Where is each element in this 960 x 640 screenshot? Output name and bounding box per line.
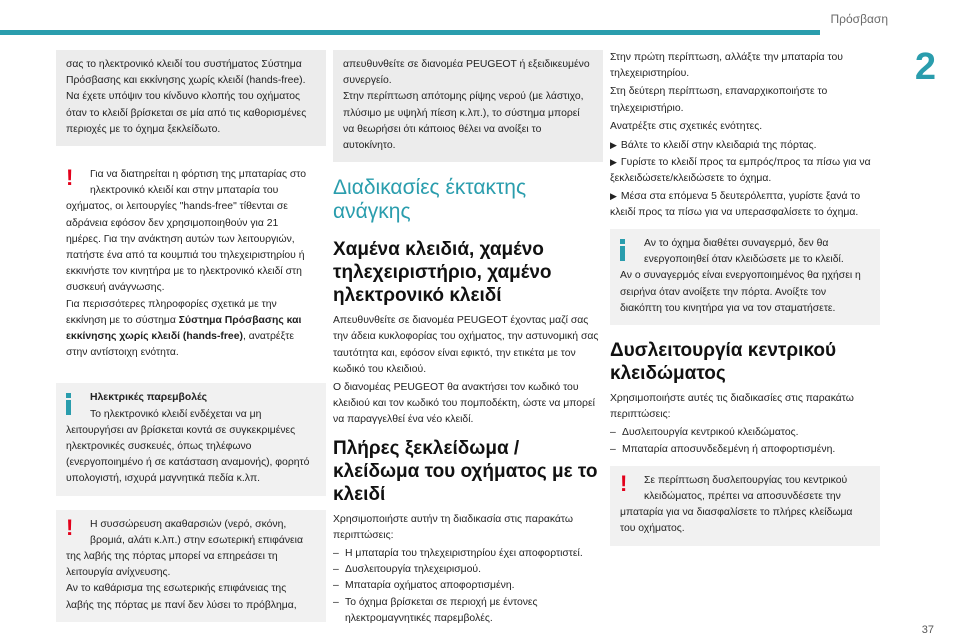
warning-dirt-body-1: της λαβής της πόρτας μπορεί να επηρεάσει τη λειτουργία ανίχνευσης.	[66, 551, 278, 579]
alarm-body: Αν ο συναγερμός είναι ενεργοποιημένος θα ηχήσει η σειρήνα όταν ανοίξετε την πόρτα. Ανοίξτε τον διακόπτη του κινητήρα για να τον σταματήσετε.	[620, 270, 861, 314]
info-note-interference	[56, 383, 326, 495]
heading-lost-keys: Χαμένα κλειδιά, χαμένο τηλεχειριστήριο, χαμένο ηλεκτρονικό κλειδί	[333, 239, 552, 307]
continued-text-box	[56, 50, 326, 146]
list-item: – Το όχημα βρίσκεται σε περιοχή με έντονες ηλεκτρομαγνητικές παρεμβολές.	[333, 595, 603, 627]
central-warning-body: μπαταρία για να διασφαλίσετε το πλήρες κλείδωμα του οχήματος.	[620, 507, 853, 535]
play-arrow-icon: ▶	[610, 190, 617, 201]
warning-note-battery	[56, 160, 326, 369]
page-header-title: Πρόσβαση	[830, 12, 888, 26]
column-1	[56, 50, 326, 636]
central-cases-list	[610, 425, 880, 457]
step-item: ▶ Βάλτε το κλειδί στην κλειδαριά της πόρτας.	[610, 140, 817, 152]
info-icon	[620, 239, 625, 261]
steps-list	[610, 137, 880, 221]
list-item: – Μπαταρία αποσυνδεδεμένη ή αποφορτισμένη.	[610, 442, 880, 458]
lost-paragraph-2: Ο διανομέας PEUGEOT θα ανακτήσει τον κωδικό του κλειδιού και τον κωδικό του πομποδέκτη, ώστε να μπορεί να παραγγελθεί ένα νέο κλειδί.	[333, 382, 595, 426]
intro-paragraph: σας το ηλεκτρονικό κλειδί του συστήματος Σύστημα Πρόσβασης και εκκίνησης χωρίς κλειδί (hands-free). Να έχετε υπόψιν του κίνδυνο κλοπής του οχήματος όταν το κλειδί βρίσκεται σε μία από τις καθορισμένες περιοχές με το όχημα ξεκλείδωτο.	[66, 59, 307, 135]
list-item: – Δυσλειτουργία τηλεχειρισμού.	[333, 562, 603, 578]
warning-note-dirt	[56, 510, 326, 622]
play-arrow-icon: ▶	[610, 157, 617, 168]
info-icon	[66, 393, 71, 415]
continued-warning-box	[333, 50, 603, 162]
list-item: – Μπαταρία οχήματος αποφορτισμένη.	[333, 578, 603, 594]
header-accent-bar	[0, 30, 820, 35]
warning-more-info: Για περισσότερες πληροφορίες σχετικά με την εκκίνηση με το σύστημα Σύστημα Πρόσβασης και εκκίνησης χωρίς κλειδί (hands-free), ανατρέξτε στην αντίστοιχη ενότητα.	[66, 298, 302, 359]
warning-dirt-body-2: Αν το καθάρισμα της εσωτερικής επιφάνειας της λαβής της πόρτας με πανί δεν λύσει το πρόβλημα,	[66, 583, 297, 611]
warning-exclamation-icon: !	[620, 470, 628, 496]
lock-cases-list	[333, 546, 603, 627]
warning-dirt-lead: Η συσσώρευση ακαθαρσιών (νερό, σκόνη, βρομιά, αλάτι κ.λπ.) στην εσωτερική επιφάνεια	[90, 518, 303, 546]
alarm-lead: Αν το όχημα διαθέτει συναγερμό, δεν θα ενεργοποιηθεί όταν κλειδώσετε με το κλειδί.	[644, 238, 844, 266]
column-3	[610, 50, 880, 560]
warning-lead: Για να διατηρείται η φόρτιση της μπαταρίας στο ηλεκτρονικό κλειδί και στην μπαταρία του	[90, 169, 307, 197]
page-number: 37	[921, 624, 934, 636]
warning-body: οχήματος, οι λειτουργίες "hands-free" τίθενται σε αδράνεια εφόσον δεν χρησιμοποιηθούν για 21 ημέρες. Για την ανάκτηση αυτών των λειτουργιών, πατήστε ένα από τα κουμπιά του τηλεχειριστηρίου ή εκκινήστε τον κινητήρα με το ηλεκτρονικό κλειδί στη συσκευή ανάγνωσης.	[66, 201, 305, 294]
play-arrow-icon: ▶	[610, 140, 617, 151]
warning-exclamation-icon: !	[66, 514, 74, 540]
chapter-number: 2	[914, 46, 936, 88]
central-intro: Χρησιμοποιήστε αυτές τις διαδικασίες στις παρακάτω περιπτώσεις:	[610, 393, 854, 421]
case-paragraph-2: Στη δεύτερη περίπτωση, επαναρχικοποιήστε το τηλεχειριστήριο.	[610, 86, 828, 114]
case-paragraph-1: Στην πρώτη περίπτωση, αλλάξτε την μπαταρία του τηλεχειριστηρίου.	[610, 52, 843, 80]
section-title: Διαδικασίες έκτακτης ανάγκης	[333, 176, 527, 224]
lost-paragraph-1: Απευθυνθείτε σε διανομέα PEUGEOT έχοντας μαζί σας την άδεια κυκλοφορίας του οχήματος, την αστυνομική σας ταυτότητα και, εφόσον είναι εφικτό, την ετικέτα με τον κωδικό του κλειδιού.	[333, 315, 599, 375]
box-paragraph-2: Στην περίπτωση απότομης ρίψης νερού (με λάστιχο, πλύσιμο με υψηλή πίεση κ.λπ.), το σύστημα μπορεί να θεωρήσει ότι κάποιος θέλει να ανοίξει το αυτοκίνητο.	[343, 91, 584, 152]
case-paragraph-3: Ανατρέξτε στις σχετικές ενότητες.	[610, 120, 763, 132]
step-item: ▶ Γυρίστε το κλειδί προς τα εμπρός/προς τα πίσω για να ξεκλειδώσετε/κλειδώσετε το όχημα.	[610, 157, 871, 185]
list-item: – Δυσλειτουργία κεντρικού κλειδώματος.	[610, 425, 880, 441]
info-note-alarm	[610, 229, 880, 325]
warning-note-central	[610, 466, 880, 546]
central-warning-lead: Σε περίπτωση δυσλειτουργίας του κεντρικού κλειδώματος, πρέπει να αποσυνδέσετε την	[644, 474, 848, 503]
warning-exclamation-icon: !	[66, 165, 74, 191]
info-body: λειτουργήσει αν βρίσκεται κοντά σε συγκεκριμένες ηλεκτρονικές συσκευές, όπως τηλέφωνο (ενεργοποιημένο ή σε κατάσταση αναμονής), φορητό υπολογιστή, ισχυρά μαγνητικά πεδία κ.λπ.	[66, 424, 310, 485]
box-paragraph-1: απευθυνθείτε σε διανομέα PEUGEOT ή εξειδικευμένο συνεργείο.	[343, 59, 590, 87]
heading-central-locking: Δυσλειτουργία κεντρικού κλειδώματος	[610, 340, 837, 385]
column-2	[333, 50, 603, 627]
list-item: – Η μπαταρία του τηλεχειριστηρίου έχει αποφορτιστεί.	[333, 546, 603, 562]
info-title: Ηλεκτρικές παρεμβολές	[90, 392, 208, 404]
heading-key-locking: Πλήρες ξεκλείδωμα / κλείδωμα του οχήματος με το κλειδί	[333, 437, 598, 505]
step-item: ▶ Μέσα στα επόμενα 5 δευτερόλεπτα, γυρίστε ξανά το κλειδί προς τα πίσω για να υπερασφαλίσετε το όχημα.	[610, 190, 861, 218]
lock-intro: Χρησιμοποιήστε αυτήν τη διαδικασία στις παρακάτω περιπτώσεις:	[333, 513, 574, 541]
info-lead: Το ηλεκτρονικό κλειδί ενδέχεται να μη	[90, 408, 262, 420]
